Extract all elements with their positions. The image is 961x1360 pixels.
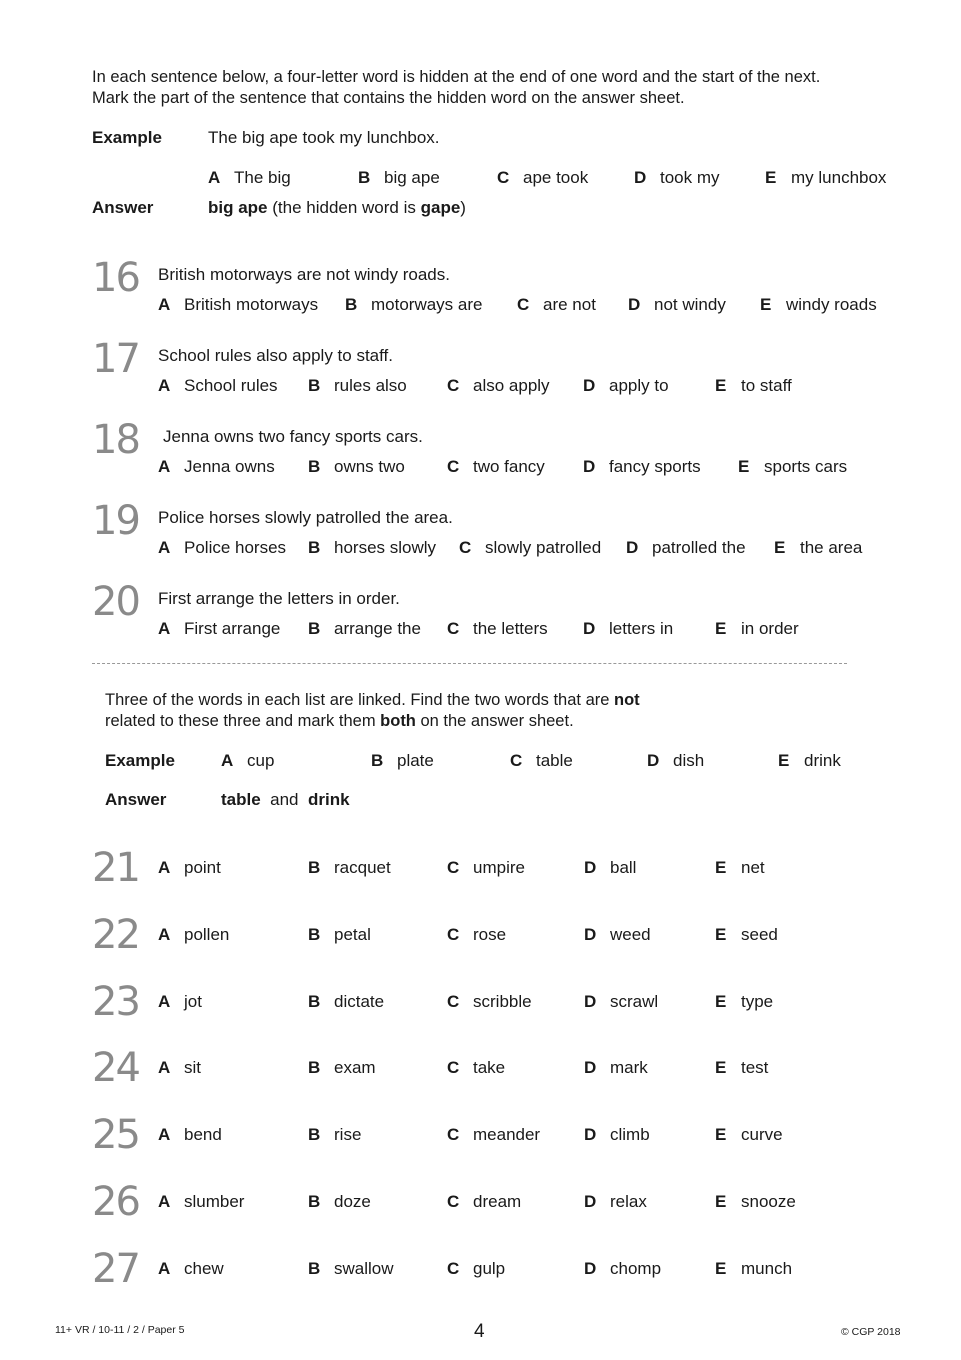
option-text: ball xyxy=(610,858,637,877)
answer-and: and xyxy=(270,790,299,809)
option-letter: A xyxy=(158,619,171,638)
question-number: 23 xyxy=(92,978,139,1025)
option-text: letters in xyxy=(609,619,674,638)
option-text: sit xyxy=(184,1058,201,1078)
option-letter: E xyxy=(715,858,727,877)
question-number: 25 xyxy=(92,1112,139,1159)
option-text: Police horses xyxy=(184,538,287,557)
option-text: owns two xyxy=(334,457,405,476)
answer-option[interactable] xyxy=(584,1192,647,1212)
option-letter: B xyxy=(308,457,321,476)
option-text: rules also xyxy=(334,376,407,395)
footer-paper-code: 11+ VR / 10-11 / 2 / Paper 5 xyxy=(55,1324,185,1336)
option-text: test xyxy=(741,1058,769,1078)
option-text: scribble xyxy=(473,991,532,1011)
option-text: cup xyxy=(247,751,275,770)
answer-option[interactable] xyxy=(158,538,286,558)
option-text: relax xyxy=(610,1192,647,1211)
answer-option[interactable] xyxy=(774,538,862,558)
answer-option[interactable] xyxy=(584,1259,661,1279)
option-letter: D xyxy=(626,538,639,557)
answer-option[interactable] xyxy=(158,457,275,477)
option-letter: C xyxy=(447,619,460,638)
answer-option[interactable] xyxy=(308,619,421,639)
option-letter: E xyxy=(715,376,727,395)
example-option[interactable] xyxy=(221,751,274,771)
option-text: my lunchbox xyxy=(791,168,887,187)
option-letter: A xyxy=(158,457,171,476)
answer-option[interactable] xyxy=(584,992,658,1012)
instr-bold-not: not xyxy=(614,691,640,709)
answer-option[interactable] xyxy=(584,925,651,945)
option-text: also apply xyxy=(473,376,550,395)
question-sentence: British motorways are not windy roads. xyxy=(158,265,450,284)
section2-answer-label: Answer xyxy=(105,790,167,809)
example-option[interactable] xyxy=(510,751,573,771)
answer-option[interactable] xyxy=(447,858,525,878)
example-option[interactable] xyxy=(647,751,704,771)
answer-option[interactable] xyxy=(715,1192,796,1212)
option-letter: B xyxy=(358,168,371,187)
option-letter: A xyxy=(158,376,171,395)
option-letter: D xyxy=(583,457,596,476)
question-sentence: Jenna owns two fancy sports cars. xyxy=(163,427,423,446)
answer-close: ) xyxy=(460,198,466,217)
option-letter: C xyxy=(447,1192,460,1211)
option-letter: A xyxy=(158,295,171,314)
example-option[interactable] xyxy=(765,168,886,188)
example-option[interactable] xyxy=(358,168,440,188)
option-text: seed xyxy=(741,924,778,944)
option-text: bend xyxy=(184,1125,222,1145)
question-number: 18 xyxy=(92,417,139,463)
option-letter: D xyxy=(628,295,641,314)
answer-option[interactable] xyxy=(158,858,221,878)
option-letter: A xyxy=(208,168,221,187)
option-text: munch xyxy=(741,1258,793,1278)
question-number: 16 xyxy=(92,255,139,301)
answer-label: Answer xyxy=(92,198,154,217)
option-letter: E xyxy=(715,924,727,944)
answer-option[interactable] xyxy=(447,619,548,639)
answer-option[interactable] xyxy=(158,376,278,396)
option-text: sports cars xyxy=(764,457,848,476)
option-text: curve xyxy=(741,1125,783,1145)
instr-bold-both: both xyxy=(380,712,416,730)
answer-hidden-word: gape xyxy=(420,198,461,217)
option-letter: B xyxy=(308,1192,321,1211)
answer-option[interactable] xyxy=(517,295,596,315)
answer-option[interactable] xyxy=(715,992,773,1012)
answer-option[interactable] xyxy=(459,538,601,558)
example-option[interactable] xyxy=(208,168,291,188)
option-letter: B xyxy=(371,751,384,770)
option-letter: E xyxy=(715,619,727,638)
question-sentence: School rules also apply to staff. xyxy=(158,346,393,365)
option-letter: D xyxy=(584,924,597,944)
instr-text: Three of the words in each list are linked. Find the two words that are xyxy=(105,691,615,709)
answer-option[interactable] xyxy=(158,1192,244,1212)
option-text: horses slowly xyxy=(334,538,437,557)
option-text: umpire xyxy=(473,858,525,877)
option-text: fancy sports xyxy=(609,457,701,476)
answer-option[interactable] xyxy=(447,1058,505,1078)
answer-option[interactable] xyxy=(308,1125,361,1145)
answer-option[interactable] xyxy=(308,1058,376,1078)
option-letter: D xyxy=(584,858,597,877)
option-text: the area xyxy=(800,538,863,557)
answer-option[interactable] xyxy=(447,457,545,477)
option-text: slumber xyxy=(184,1192,245,1211)
option-letter: C xyxy=(447,1058,460,1078)
option-letter: D xyxy=(583,376,596,395)
example-option[interactable] xyxy=(371,751,434,771)
option-text: in order xyxy=(741,619,799,638)
answer-option[interactable] xyxy=(715,858,765,878)
answer-option[interactable] xyxy=(584,1125,650,1145)
option-letter: A xyxy=(158,1192,171,1211)
option-text: plate xyxy=(397,751,434,770)
option-letter: E xyxy=(738,457,750,476)
answer-option[interactable] xyxy=(715,1125,783,1145)
example-answer xyxy=(208,198,466,218)
option-letter: B xyxy=(308,619,321,638)
answer-option[interactable] xyxy=(158,619,280,639)
option-letter: C xyxy=(447,991,460,1011)
option-text: rise xyxy=(334,1125,362,1145)
option-letter: B xyxy=(308,924,321,944)
answer-option[interactable] xyxy=(158,1259,224,1279)
option-letter: E xyxy=(715,1058,727,1078)
option-text: apply to xyxy=(609,376,669,395)
option-text: Jenna owns xyxy=(184,457,275,476)
option-letter: C xyxy=(447,376,460,395)
question-number: 21 xyxy=(92,845,139,891)
option-text: meander xyxy=(473,1125,541,1145)
option-letter: B xyxy=(345,295,358,314)
option-text: chomp xyxy=(610,1258,662,1278)
option-text: rose xyxy=(473,924,507,944)
answer-option[interactable] xyxy=(447,992,532,1012)
option-text: doze xyxy=(334,1192,371,1211)
question-number: 24 xyxy=(92,1045,139,1092)
option-text: mark xyxy=(610,1058,648,1078)
answer-option[interactable] xyxy=(308,1192,371,1212)
option-text: dictate xyxy=(334,991,385,1011)
answer-option[interactable] xyxy=(308,992,384,1012)
section2-instructions-line-1 xyxy=(105,690,640,711)
answer-option[interactable] xyxy=(583,457,701,477)
option-letter: B xyxy=(308,1058,321,1078)
option-letter: B xyxy=(308,376,321,395)
option-letter: B xyxy=(308,858,321,877)
answer-option[interactable] xyxy=(308,858,391,878)
option-letter: D xyxy=(584,1125,597,1145)
option-text: petal xyxy=(334,924,371,944)
option-text: took my xyxy=(660,168,720,187)
option-letter: C xyxy=(447,858,460,877)
example-option[interactable] xyxy=(778,751,841,771)
option-text: arrange the xyxy=(334,619,421,638)
option-text: take xyxy=(473,1058,506,1078)
option-letter: E xyxy=(715,1258,727,1278)
answer-option[interactable] xyxy=(447,925,506,945)
option-text: exam xyxy=(334,1058,376,1078)
option-letter: D xyxy=(584,1058,597,1078)
answer-option[interactable] xyxy=(308,925,371,945)
option-letter: A xyxy=(221,751,234,770)
option-text: big ape xyxy=(384,168,440,187)
question-number: 22 xyxy=(92,911,139,958)
answer-option[interactable] xyxy=(447,1192,521,1212)
option-letter: A xyxy=(158,991,171,1011)
answer-option[interactable] xyxy=(308,538,436,558)
option-letter: D xyxy=(584,1192,597,1211)
option-text: chew xyxy=(184,1258,224,1278)
option-text: are not xyxy=(543,295,596,314)
option-letter: C xyxy=(447,457,460,476)
question-sentence: First arrange the letters in order. xyxy=(158,589,400,608)
option-text: not windy xyxy=(654,295,726,314)
answer-option[interactable] xyxy=(584,858,636,878)
answer-option[interactable] xyxy=(447,1259,505,1279)
option-text: scrawl xyxy=(610,991,659,1011)
question-sentence: Police horses slowly patrolled the area. xyxy=(158,508,453,527)
option-letter: D xyxy=(584,1258,597,1278)
option-text: First arrange xyxy=(184,619,281,638)
option-text: weed xyxy=(610,924,651,944)
answer-phrase: big ape xyxy=(208,198,268,217)
option-text: snooze xyxy=(741,1192,796,1211)
option-letter: B xyxy=(308,991,321,1011)
instructions-line-2: Mark the part of the sentence that contains the hidden word on the answer sheet. xyxy=(92,89,685,107)
answer-option[interactable] xyxy=(760,295,877,315)
option-text: point xyxy=(184,858,221,877)
answer-option[interactable] xyxy=(715,925,778,945)
answer-option[interactable] xyxy=(158,1125,222,1145)
option-text: British motorways xyxy=(184,295,319,314)
option-text: drink xyxy=(804,751,841,770)
option-letter: C xyxy=(447,1258,460,1278)
option-letter: A xyxy=(158,1058,171,1078)
answer-option[interactable] xyxy=(158,925,229,945)
option-letter: C xyxy=(447,1125,460,1145)
option-letter: C xyxy=(510,751,523,770)
option-letter: E xyxy=(715,1125,727,1145)
option-letter: E xyxy=(774,538,786,557)
option-text: The big xyxy=(234,168,291,187)
option-letter: D xyxy=(647,751,660,770)
option-letter: A xyxy=(158,858,171,877)
option-letter: B xyxy=(308,538,321,557)
answer-option[interactable] xyxy=(583,376,669,396)
option-letter: C xyxy=(517,295,530,314)
option-text: racquet xyxy=(334,858,391,877)
section2-example-answer xyxy=(221,790,350,810)
answer-option[interactable] xyxy=(308,457,405,477)
answer-option[interactable] xyxy=(158,1058,201,1078)
section-divider xyxy=(92,663,847,664)
answer-option[interactable] xyxy=(583,619,673,639)
option-letter: D xyxy=(634,168,647,187)
option-text: motorways are xyxy=(371,295,483,314)
option-letter: B xyxy=(308,1258,321,1278)
option-text: patrolled the xyxy=(652,538,746,557)
option-text: jot xyxy=(184,991,202,1011)
option-letter: A xyxy=(158,538,171,557)
answer-option[interactable] xyxy=(447,376,550,396)
page-number: 4 xyxy=(474,1321,485,1342)
answer-option[interactable] xyxy=(738,457,847,477)
option-letter: B xyxy=(308,1125,321,1145)
option-text: swallow xyxy=(334,1258,394,1278)
answer-option[interactable] xyxy=(447,1125,540,1145)
section2-example-label: Example xyxy=(105,751,175,770)
answer-option[interactable] xyxy=(715,376,792,396)
option-text: dream xyxy=(473,1192,522,1211)
option-text: dish xyxy=(673,751,705,770)
option-letter: E xyxy=(765,168,777,187)
question-number: 26 xyxy=(92,1179,139,1225)
option-letter: D xyxy=(584,991,597,1011)
option-text: table xyxy=(536,751,573,770)
option-letter: C xyxy=(447,924,460,944)
answer-option[interactable] xyxy=(715,619,799,639)
answer-option[interactable] xyxy=(308,376,407,396)
answer-option[interactable] xyxy=(628,295,726,315)
option-letter: C xyxy=(459,538,472,557)
answer-explanation: (the hidden word is xyxy=(267,198,421,217)
answer-option[interactable] xyxy=(345,295,482,315)
example-option[interactable] xyxy=(634,168,720,188)
instr-text: on the answer sheet. xyxy=(415,712,574,730)
option-text: slowly patrolled xyxy=(485,538,602,557)
option-letter: E xyxy=(778,751,790,770)
instructions-line-1: In each sentence below, a four-letter word is hidden at the end of one word and the start of the next. xyxy=(92,68,821,86)
answer-word-2: drink xyxy=(307,790,350,809)
option-text: School rules xyxy=(184,376,278,395)
option-letter: A xyxy=(158,1125,171,1145)
option-letter: C xyxy=(497,168,510,187)
option-text: type xyxy=(741,991,774,1011)
answer-option[interactable] xyxy=(584,1058,648,1078)
answer-option[interactable] xyxy=(715,1259,792,1279)
answer-option[interactable] xyxy=(158,992,202,1012)
option-text: two fancy xyxy=(473,457,545,476)
option-letter: E xyxy=(715,1192,727,1211)
option-text: ape took xyxy=(523,168,589,187)
answer-option[interactable] xyxy=(308,1259,394,1279)
answer-word-1: table xyxy=(221,790,261,809)
answer-option[interactable] xyxy=(715,1058,768,1078)
question-number: 20 xyxy=(92,579,139,625)
option-letter: A xyxy=(158,924,171,944)
question-number: 27 xyxy=(92,1245,139,1292)
option-letter: A xyxy=(158,1258,171,1278)
option-letter: E xyxy=(715,991,727,1011)
option-text: the letters xyxy=(473,619,548,638)
instr-text: related to these three and mark them xyxy=(105,712,381,730)
option-text: net xyxy=(741,858,765,877)
option-text: pollen xyxy=(184,924,230,944)
question-number: 19 xyxy=(92,498,139,544)
option-text: windy roads xyxy=(786,295,877,314)
example-option[interactable] xyxy=(497,168,588,188)
question-number: 17 xyxy=(92,336,139,382)
option-letter: E xyxy=(760,295,772,314)
answer-option[interactable] xyxy=(626,538,746,558)
example-sentence: The big ape took my lunchbox. xyxy=(208,128,440,147)
footer-copyright: © CGP 2018 xyxy=(841,1326,901,1338)
option-text: to staff xyxy=(741,376,792,395)
section2-instructions-line-2 xyxy=(105,711,574,732)
option-text: climb xyxy=(610,1125,650,1145)
option-text: gulp xyxy=(473,1258,506,1278)
example-label: Example xyxy=(92,128,162,147)
option-letter: D xyxy=(583,619,596,638)
answer-option[interactable] xyxy=(158,295,318,315)
